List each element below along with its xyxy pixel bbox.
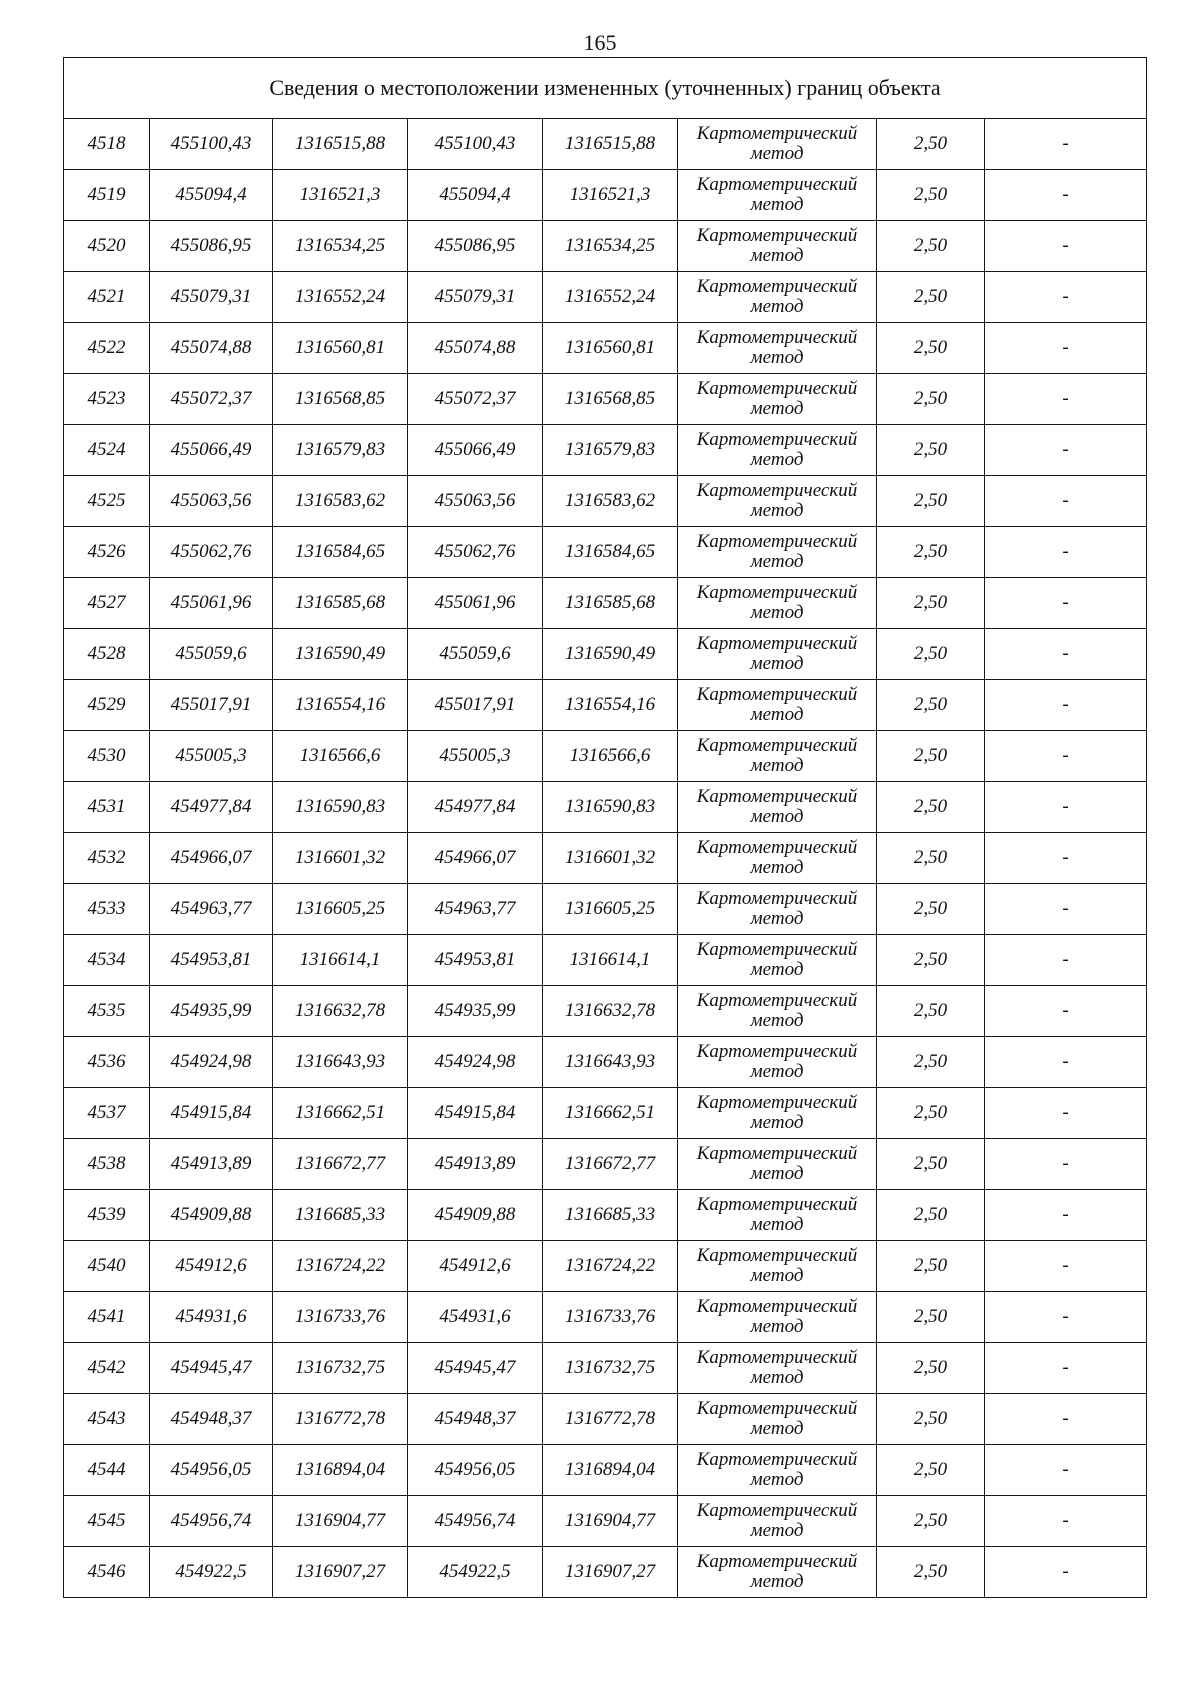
accuracy-cell: 2,50 <box>877 1445 985 1496</box>
method-cell <box>678 425 877 476</box>
existing-y-cell: 1316521,3 <box>273 170 408 221</box>
method-cell <box>678 986 877 1037</box>
page-number: 165 <box>583 30 617 55</box>
point-number-cell: 4536 <box>64 1037 150 1088</box>
table-row <box>64 833 1147 884</box>
existing-y-cell: 1316554,16 <box>273 680 408 731</box>
existing-x-cell: 455005,3 <box>150 731 273 782</box>
existing-y-cell: 1316772,78 <box>273 1394 408 1445</box>
existing-y-cell: 1316515,88 <box>273 119 408 170</box>
refined-x-cell: 455072,37 <box>408 374 543 425</box>
method-text: Картометрический метод <box>696 1347 858 1388</box>
existing-x-cell: 454935,99 <box>150 986 273 1037</box>
refined-x-cell: 454931,6 <box>408 1292 543 1343</box>
existing-y-cell: 1316585,68 <box>273 578 408 629</box>
method-text: Картометрический метод <box>696 990 858 1031</box>
description-cell: - <box>985 374 1147 425</box>
existing-y-cell: 1316632,78 <box>273 986 408 1037</box>
existing-y-cell: 1316590,49 <box>273 629 408 680</box>
method-text: Картометрический метод <box>696 735 858 776</box>
existing-x-cell: 454912,6 <box>150 1241 273 1292</box>
accuracy-cell: 2,50 <box>877 731 985 782</box>
accuracy-cell: 2,50 <box>877 476 985 527</box>
existing-y-cell: 1316662,51 <box>273 1088 408 1139</box>
refined-x-cell: 454922,5 <box>408 1547 543 1598</box>
accuracy-cell: 2,50 <box>877 323 985 374</box>
existing-x-cell: 455094,4 <box>150 170 273 221</box>
refined-y-cell: 1316632,78 <box>543 986 678 1037</box>
accuracy-cell: 2,50 <box>877 1088 985 1139</box>
existing-y-cell: 1316552,24 <box>273 272 408 323</box>
description-cell: - <box>985 1292 1147 1343</box>
refined-x-cell: 455005,3 <box>408 731 543 782</box>
method-cell <box>678 1088 877 1139</box>
point-number-cell: 4526 <box>64 527 150 578</box>
point-number-cell: 4529 <box>64 680 150 731</box>
description-cell: - <box>985 1496 1147 1547</box>
existing-x-cell: 455061,96 <box>150 578 273 629</box>
accuracy-cell: 2,50 <box>877 935 985 986</box>
description-cell: - <box>985 1394 1147 1445</box>
accuracy-cell: 2,50 <box>877 221 985 272</box>
refined-y-cell: 1316685,33 <box>543 1190 678 1241</box>
table-row <box>64 1394 1147 1445</box>
description-cell: - <box>985 272 1147 323</box>
method-cell <box>678 629 877 680</box>
existing-x-cell: 454948,37 <box>150 1394 273 1445</box>
method-cell <box>678 1190 877 1241</box>
method-cell <box>678 680 877 731</box>
table-row <box>64 782 1147 833</box>
table-row <box>64 1088 1147 1139</box>
accuracy-cell: 2,50 <box>877 170 985 221</box>
method-text: Картометрический метод <box>696 1296 858 1337</box>
refined-x-cell: 455066,49 <box>408 425 543 476</box>
method-text: Картометрический метод <box>696 378 858 419</box>
method-text: Картометрический метод <box>696 1143 858 1184</box>
method-text: Картометрический метод <box>696 684 858 725</box>
point-number-cell: 4522 <box>64 323 150 374</box>
table-row <box>64 170 1147 221</box>
method-text: Картометрический метод <box>696 429 858 470</box>
method-text: Картометрический метод <box>696 225 858 266</box>
existing-x-cell: 454966,07 <box>150 833 273 884</box>
table-row <box>64 884 1147 935</box>
existing-y-cell: 1316614,1 <box>273 935 408 986</box>
accuracy-cell: 2,50 <box>877 527 985 578</box>
existing-x-cell: 454956,74 <box>150 1496 273 1547</box>
existing-x-cell: 455063,56 <box>150 476 273 527</box>
point-number-cell: 4545 <box>64 1496 150 1547</box>
refined-y-cell: 1316894,04 <box>543 1445 678 1496</box>
description-cell: - <box>985 1445 1147 1496</box>
accuracy-cell: 2,50 <box>877 1394 985 1445</box>
description-cell: - <box>985 323 1147 374</box>
existing-y-cell: 1316907,27 <box>273 1547 408 1598</box>
description-cell: - <box>985 782 1147 833</box>
table-row <box>64 578 1147 629</box>
table-row <box>64 680 1147 731</box>
existing-x-cell: 454953,81 <box>150 935 273 986</box>
point-number-cell: 4521 <box>64 272 150 323</box>
method-cell <box>678 221 877 272</box>
refined-y-cell: 1316515,88 <box>543 119 678 170</box>
existing-y-cell: 1316560,81 <box>273 323 408 374</box>
refined-x-cell: 454935,99 <box>408 986 543 1037</box>
accuracy-cell: 2,50 <box>877 884 985 935</box>
refined-x-cell: 454956,05 <box>408 1445 543 1496</box>
accuracy-cell: 2,50 <box>877 782 985 833</box>
accuracy-cell: 2,50 <box>877 119 985 170</box>
point-number-cell: 4533 <box>64 884 150 935</box>
description-cell: - <box>985 221 1147 272</box>
point-number-cell: 4542 <box>64 1343 150 1394</box>
existing-x-cell: 454915,84 <box>150 1088 273 1139</box>
method-text: Картометрический метод <box>696 633 858 674</box>
accuracy-cell: 2,50 <box>877 1343 985 1394</box>
refined-y-cell: 1316772,78 <box>543 1394 678 1445</box>
existing-y-cell: 1316601,32 <box>273 833 408 884</box>
existing-y-cell: 1316583,62 <box>273 476 408 527</box>
method-cell <box>678 1241 877 1292</box>
refined-y-cell: 1316590,49 <box>543 629 678 680</box>
accuracy-cell: 2,50 <box>877 986 985 1037</box>
refined-x-cell: 454945,47 <box>408 1343 543 1394</box>
method-text: Картометрический метод <box>696 327 858 368</box>
table-row <box>64 1037 1147 1088</box>
method-text: Картометрический метод <box>696 1398 858 1439</box>
point-number-cell: 4524 <box>64 425 150 476</box>
method-text: Картометрический метод <box>696 1092 858 1133</box>
method-text: Картометрический метод <box>696 1500 858 1541</box>
point-number-cell: 4531 <box>64 782 150 833</box>
accuracy-cell: 2,50 <box>877 1139 985 1190</box>
method-cell <box>678 170 877 221</box>
existing-x-cell: 454909,88 <box>150 1190 273 1241</box>
method-cell <box>678 476 877 527</box>
table-row <box>64 1547 1147 1598</box>
refined-y-cell: 1316584,65 <box>543 527 678 578</box>
existing-x-cell: 455079,31 <box>150 272 273 323</box>
description-cell: - <box>985 1139 1147 1190</box>
refined-y-cell: 1316601,32 <box>543 833 678 884</box>
point-number-cell: 4535 <box>64 986 150 1037</box>
method-text: Картометрический метод <box>696 837 858 878</box>
description-cell: - <box>985 476 1147 527</box>
existing-y-cell: 1316904,77 <box>273 1496 408 1547</box>
existing-x-cell: 455017,91 <box>150 680 273 731</box>
existing-x-cell: 455100,43 <box>150 119 273 170</box>
point-number-cell: 4544 <box>64 1445 150 1496</box>
description-cell: - <box>985 170 1147 221</box>
method-cell <box>678 578 877 629</box>
existing-x-cell: 455062,76 <box>150 527 273 578</box>
refined-x-cell: 455063,56 <box>408 476 543 527</box>
refined-x-cell: 454915,84 <box>408 1088 543 1139</box>
refined-y-cell: 1316554,16 <box>543 680 678 731</box>
existing-y-cell: 1316724,22 <box>273 1241 408 1292</box>
point-number-cell: 4532 <box>64 833 150 884</box>
point-number-cell: 4530 <box>64 731 150 782</box>
existing-x-cell: 454977,84 <box>150 782 273 833</box>
accuracy-cell: 2,50 <box>877 1037 985 1088</box>
table-row <box>64 425 1147 476</box>
table-row <box>64 1139 1147 1190</box>
accuracy-cell: 2,50 <box>877 1241 985 1292</box>
existing-y-cell: 1316605,25 <box>273 884 408 935</box>
point-number-cell: 4540 <box>64 1241 150 1292</box>
refined-y-cell: 1316904,77 <box>543 1496 678 1547</box>
existing-x-cell: 455066,49 <box>150 425 273 476</box>
method-text: Картометрический метод <box>696 939 858 980</box>
method-cell <box>678 1037 877 1088</box>
existing-x-cell: 454924,98 <box>150 1037 273 1088</box>
table-row <box>64 1496 1147 1547</box>
refined-x-cell: 454953,81 <box>408 935 543 986</box>
refined-x-cell: 455061,96 <box>408 578 543 629</box>
table-row <box>64 986 1147 1037</box>
refined-y-cell: 1316643,93 <box>543 1037 678 1088</box>
description-cell: - <box>985 1190 1147 1241</box>
refined-y-cell: 1316579,83 <box>543 425 678 476</box>
method-text: Картометрический метод <box>696 480 858 521</box>
refined-x-cell: 454909,88 <box>408 1190 543 1241</box>
refined-x-cell: 454956,74 <box>408 1496 543 1547</box>
existing-y-cell: 1316590,83 <box>273 782 408 833</box>
refined-x-cell: 455086,95 <box>408 221 543 272</box>
refined-x-cell: 454924,98 <box>408 1037 543 1088</box>
existing-y-cell: 1316579,83 <box>273 425 408 476</box>
refined-y-cell: 1316724,22 <box>543 1241 678 1292</box>
table-title-row <box>64 58 1147 119</box>
point-number-cell: 4528 <box>64 629 150 680</box>
refined-x-cell: 454912,6 <box>408 1241 543 1292</box>
table-title: Сведения о местоположении измененных (уточненных) границ объекта <box>64 58 1147 119</box>
description-cell: - <box>985 1088 1147 1139</box>
description-cell: - <box>985 935 1147 986</box>
existing-x-cell: 455086,95 <box>150 221 273 272</box>
description-cell: - <box>985 986 1147 1037</box>
existing-x-cell: 454956,05 <box>150 1445 273 1496</box>
method-cell <box>678 272 877 323</box>
table-row <box>64 935 1147 986</box>
accuracy-cell: 2,50 <box>877 1292 985 1343</box>
refined-x-cell: 454966,07 <box>408 833 543 884</box>
method-text: Картометрический метод <box>696 276 858 317</box>
accuracy-cell: 2,50 <box>877 680 985 731</box>
existing-x-cell: 454963,77 <box>150 884 273 935</box>
existing-y-cell: 1316568,85 <box>273 374 408 425</box>
table-row <box>64 221 1147 272</box>
point-number-cell: 4543 <box>64 1394 150 1445</box>
accuracy-cell: 2,50 <box>877 374 985 425</box>
existing-x-cell: 454913,89 <box>150 1139 273 1190</box>
description-cell: - <box>985 1241 1147 1292</box>
description-cell: - <box>985 119 1147 170</box>
table-row <box>64 1241 1147 1292</box>
point-number-cell: 4539 <box>64 1190 150 1241</box>
point-number-cell: 4520 <box>64 221 150 272</box>
table-row <box>64 527 1147 578</box>
existing-x-cell: 454945,47 <box>150 1343 273 1394</box>
refined-y-cell: 1316566,6 <box>543 731 678 782</box>
existing-x-cell: 455074,88 <box>150 323 273 374</box>
table-body <box>64 58 1147 1598</box>
method-cell <box>678 1445 877 1496</box>
refined-x-cell: 455079,31 <box>408 272 543 323</box>
refined-x-cell: 455094,4 <box>408 170 543 221</box>
method-cell <box>678 119 877 170</box>
accuracy-cell: 2,50 <box>877 1547 985 1598</box>
existing-x-cell: 455059,6 <box>150 629 273 680</box>
method-cell <box>678 323 877 374</box>
table-row <box>64 731 1147 782</box>
refined-x-cell: 454913,89 <box>408 1139 543 1190</box>
method-cell <box>678 884 877 935</box>
refined-y-cell: 1316568,85 <box>543 374 678 425</box>
point-number-cell: 4518 <box>64 119 150 170</box>
method-text: Картометрический метод <box>696 1041 858 1082</box>
method-text: Картометрический метод <box>696 174 858 215</box>
accuracy-cell: 2,50 <box>877 578 985 629</box>
refined-y-cell: 1316521,3 <box>543 170 678 221</box>
refined-x-cell: 454948,37 <box>408 1394 543 1445</box>
point-number-cell: 4525 <box>64 476 150 527</box>
table-row <box>64 272 1147 323</box>
description-cell: - <box>985 731 1147 782</box>
description-cell: - <box>985 884 1147 935</box>
table-row <box>64 323 1147 374</box>
existing-y-cell: 1316672,77 <box>273 1139 408 1190</box>
point-number-cell: 4534 <box>64 935 150 986</box>
existing-x-cell: 454931,6 <box>150 1292 273 1343</box>
existing-y-cell: 1316534,25 <box>273 221 408 272</box>
method-cell <box>678 374 877 425</box>
method-cell <box>678 527 877 578</box>
accuracy-cell: 2,50 <box>877 629 985 680</box>
refined-y-cell: 1316585,68 <box>543 578 678 629</box>
point-number-cell: 4537 <box>64 1088 150 1139</box>
description-cell: - <box>985 425 1147 476</box>
refined-x-cell: 455059,6 <box>408 629 543 680</box>
existing-x-cell: 455072,37 <box>150 374 273 425</box>
refined-y-cell: 1316907,27 <box>543 1547 678 1598</box>
refined-x-cell: 455100,43 <box>408 119 543 170</box>
table-row <box>64 374 1147 425</box>
method-cell <box>678 1292 877 1343</box>
refined-x-cell: 455074,88 <box>408 323 543 374</box>
point-number-cell: 4527 <box>64 578 150 629</box>
method-text: Картометрический метод <box>696 1245 858 1286</box>
table-row <box>64 119 1147 170</box>
accuracy-cell: 2,50 <box>877 1190 985 1241</box>
refined-y-cell: 1316560,81 <box>543 323 678 374</box>
method-cell <box>678 935 877 986</box>
existing-y-cell: 1316566,6 <box>273 731 408 782</box>
point-number-cell: 4519 <box>64 170 150 221</box>
table-row <box>64 476 1147 527</box>
method-cell <box>678 1547 877 1598</box>
refined-y-cell: 1316590,83 <box>543 782 678 833</box>
existing-y-cell: 1316643,93 <box>273 1037 408 1088</box>
accuracy-cell: 2,50 <box>877 425 985 476</box>
method-text: Картометрический метод <box>696 531 858 572</box>
refined-y-cell: 1316534,25 <box>543 221 678 272</box>
boundary-coordinates-table <box>63 57 1147 1598</box>
description-cell: - <box>985 1547 1147 1598</box>
refined-y-cell: 1316662,51 <box>543 1088 678 1139</box>
existing-y-cell: 1316584,65 <box>273 527 408 578</box>
description-cell: - <box>985 833 1147 884</box>
method-text: Картометрический метод <box>696 786 858 827</box>
table-row <box>64 1445 1147 1496</box>
description-cell: - <box>985 1343 1147 1394</box>
refined-y-cell: 1316583,62 <box>543 476 678 527</box>
refined-y-cell: 1316672,77 <box>543 1139 678 1190</box>
description-cell: - <box>985 680 1147 731</box>
point-number-cell: 4523 <box>64 374 150 425</box>
existing-y-cell: 1316685,33 <box>273 1190 408 1241</box>
existing-y-cell: 1316732,75 <box>273 1343 408 1394</box>
refined-y-cell: 1316552,24 <box>543 272 678 323</box>
refined-y-cell: 1316614,1 <box>543 935 678 986</box>
description-cell: - <box>985 1037 1147 1088</box>
method-text: Картометрический метод <box>696 1194 858 1235</box>
accuracy-cell: 2,50 <box>877 833 985 884</box>
method-cell <box>678 1139 877 1190</box>
point-number-cell: 4546 <box>64 1547 150 1598</box>
point-number-cell: 4541 <box>64 1292 150 1343</box>
description-cell: - <box>985 629 1147 680</box>
method-text: Картометрический метод <box>696 1449 858 1490</box>
method-cell <box>678 833 877 884</box>
accuracy-cell: 2,50 <box>877 272 985 323</box>
point-number-cell: 4538 <box>64 1139 150 1190</box>
method-text: Картометрический метод <box>696 123 858 164</box>
refined-x-cell: 454963,77 <box>408 884 543 935</box>
existing-x-cell: 454922,5 <box>150 1547 273 1598</box>
method-text: Картометрический метод <box>696 888 858 929</box>
method-cell <box>678 731 877 782</box>
table-row <box>64 1292 1147 1343</box>
method-cell <box>678 1394 877 1445</box>
description-cell: - <box>985 578 1147 629</box>
method-text: Картометрический метод <box>696 1551 858 1592</box>
accuracy-cell: 2,50 <box>877 1496 985 1547</box>
table-row <box>64 1190 1147 1241</box>
method-text: Картометрический метод <box>696 582 858 623</box>
table-row <box>64 1343 1147 1394</box>
method-cell <box>678 1496 877 1547</box>
table-row <box>64 629 1147 680</box>
description-cell: - <box>985 527 1147 578</box>
refined-x-cell: 455062,76 <box>408 527 543 578</box>
refined-x-cell: 455017,91 <box>408 680 543 731</box>
refined-y-cell: 1316732,75 <box>543 1343 678 1394</box>
existing-y-cell: 1316894,04 <box>273 1445 408 1496</box>
refined-x-cell: 454977,84 <box>408 782 543 833</box>
refined-y-cell: 1316605,25 <box>543 884 678 935</box>
method-cell <box>678 1343 877 1394</box>
method-cell <box>678 782 877 833</box>
refined-y-cell: 1316733,76 <box>543 1292 678 1343</box>
existing-y-cell: 1316733,76 <box>273 1292 408 1343</box>
